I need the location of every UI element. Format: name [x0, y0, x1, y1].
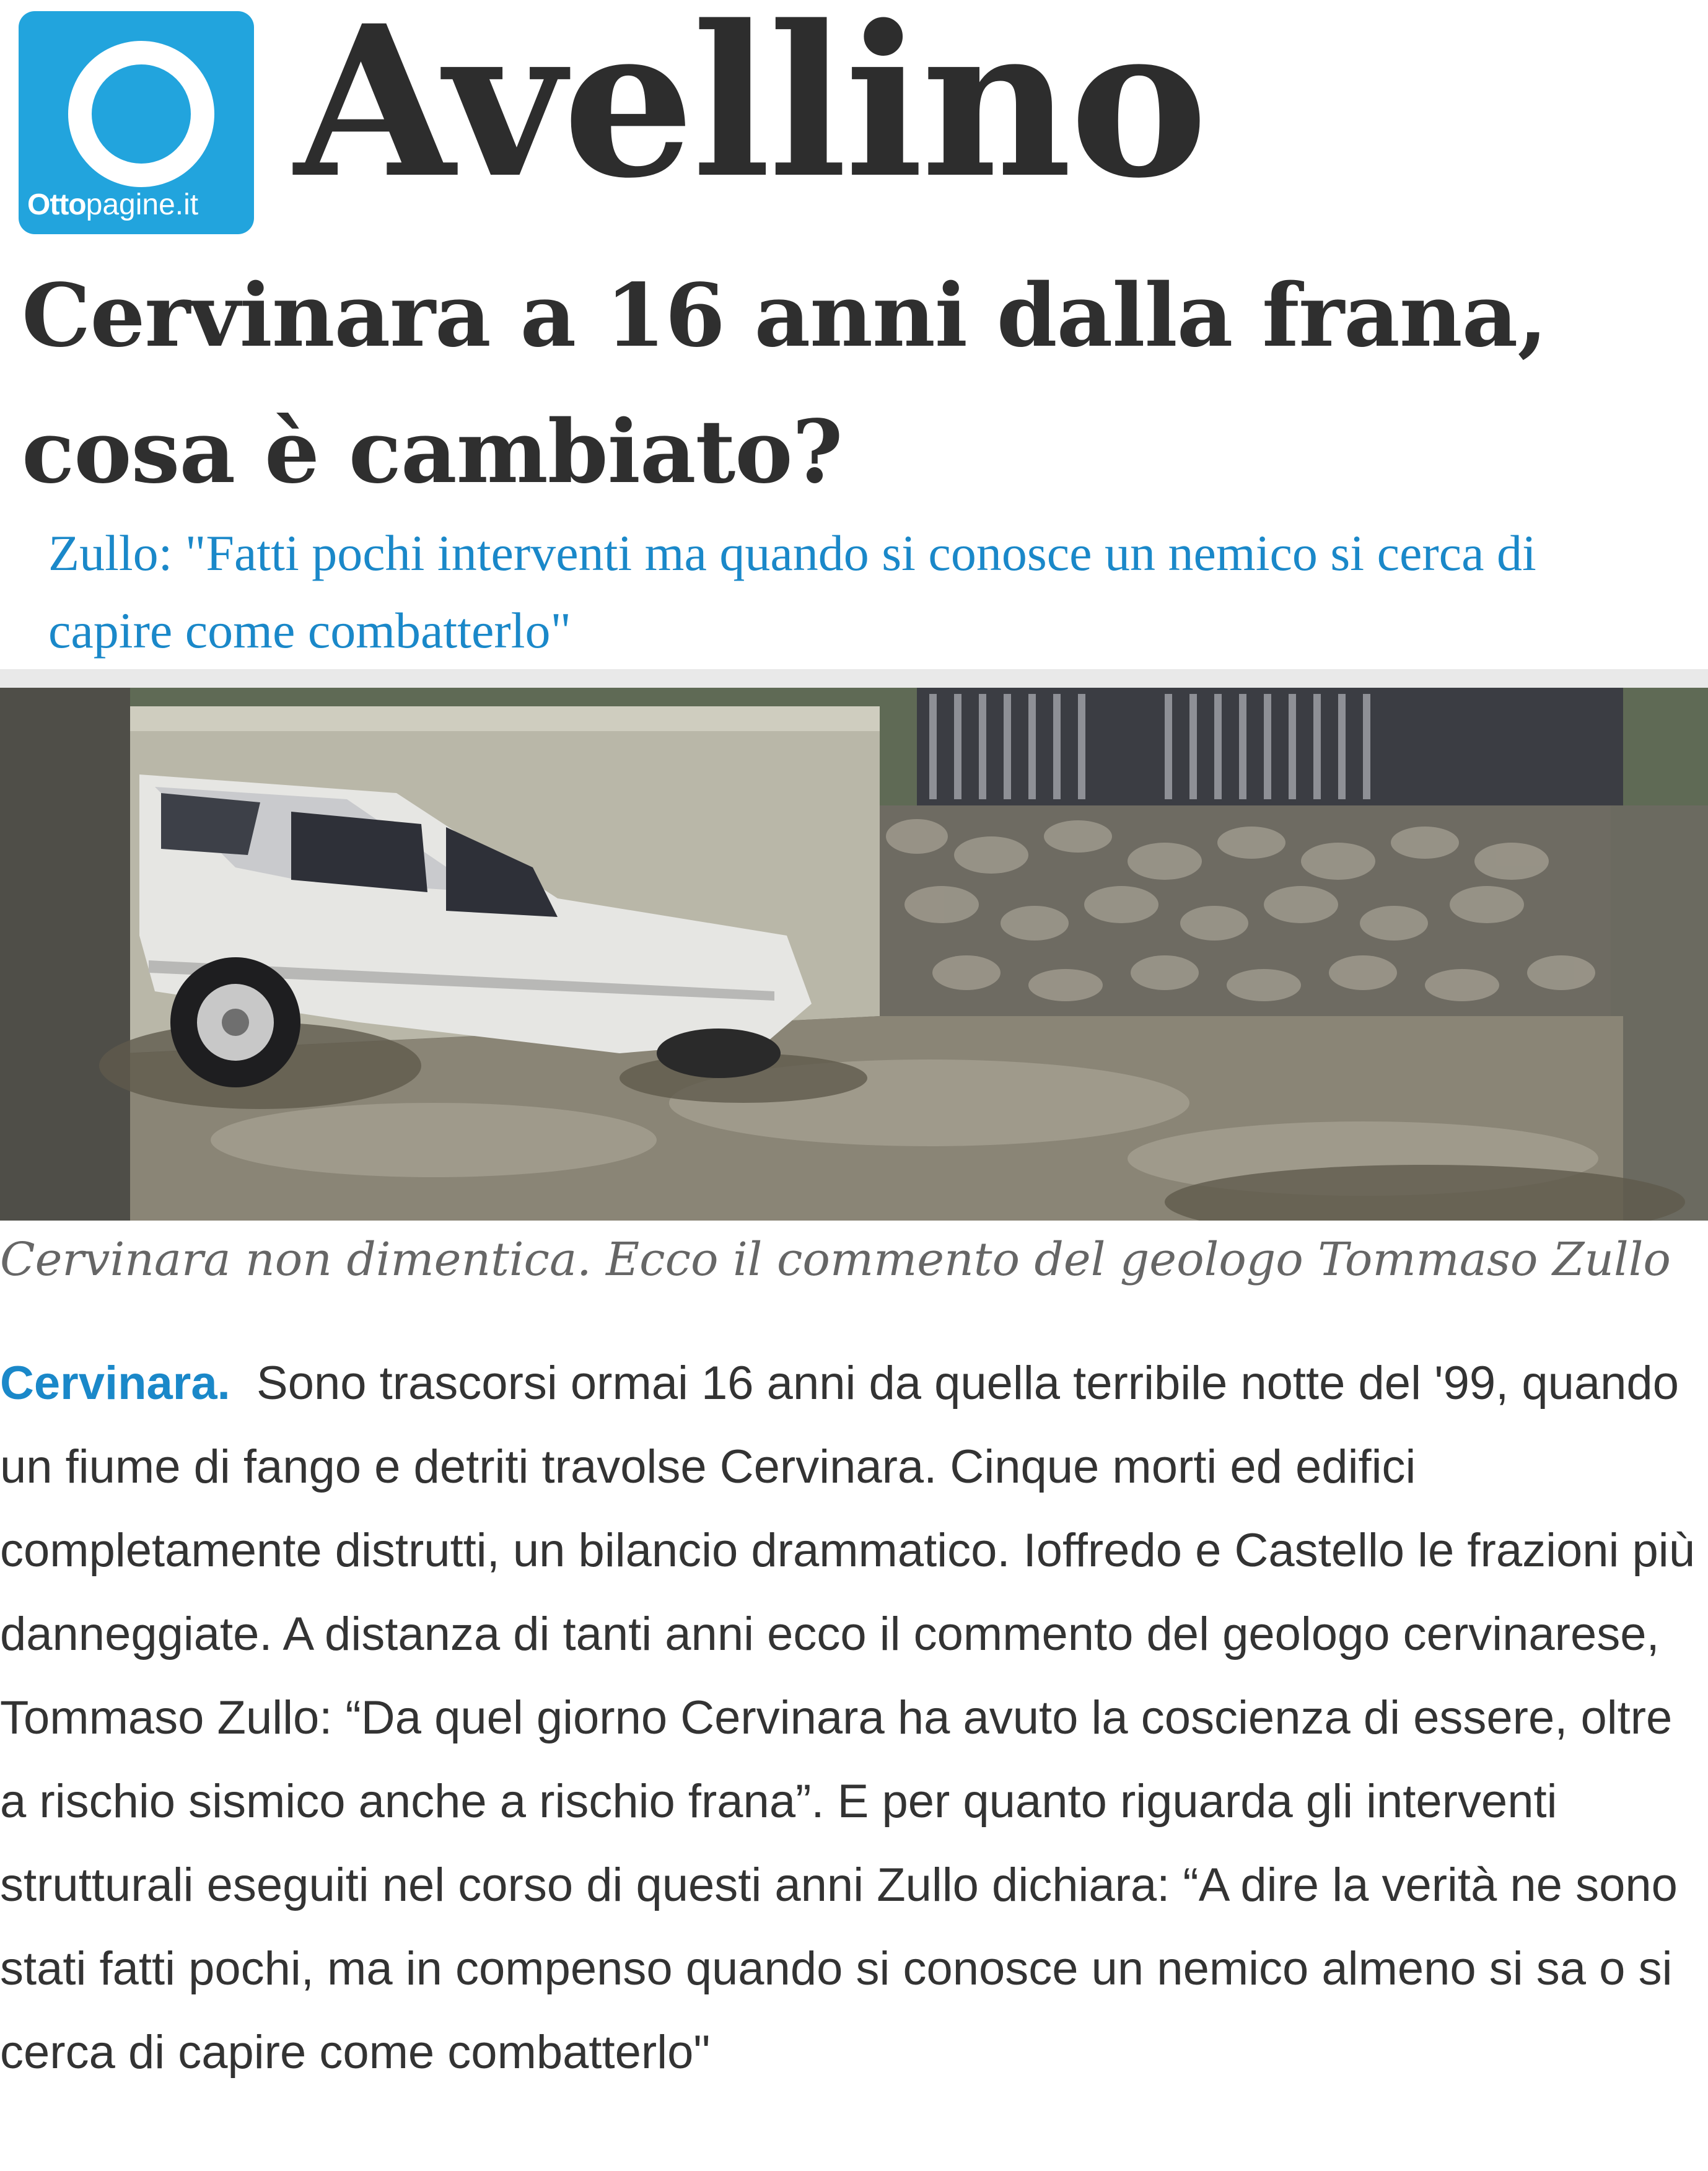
photo-caption: Cervinara non dimentica. Ecco il commento del geologo Tommaso Zullo	[0, 1233, 1671, 1286]
article-body	[0, 1341, 1697, 2094]
logo-wordmark: Ottopagine.it	[27, 188, 199, 221]
section-title[interactable]: Avellino	[294, 0, 1206, 224]
ottopagine-logo[interactable]	[19, 11, 254, 234]
article-subtitle: Zullo: "Fatti pochi interventi ma quando si conosce un nemico si cerca di capire come combatterlo"	[48, 525, 1536, 659]
dateline-link[interactable]: Cervinara.	[0, 1357, 230, 1410]
flooded-street-car-photo	[0, 669, 1708, 1221]
article-headline: Cervinara a 16 anni dalla frana, cosa è cambiato?	[22, 265, 1548, 503]
masthead	[19, 0, 1691, 259]
article-photo	[0, 669, 1708, 1221]
article-body-text: Sono trascorsi ormai 16 anni da quella terribile notte del '99, quando un fiume di fango e detriti travolse Cervinara. Cinque morti ed edifici completamente distrutti, un bilancio drammatico. Ioffredo e Castello le frazioni più danneggiate. A distanza di tanti anni ecco il commento del geologo cervinarese, Tommaso Zullo: “Da quel giorno Cervinara ha avuto la coscienza di essere, oltre a rischio sismico anche a rischio frana”. E per quanto riguarda gli interventi strutturali eseguiti nel corso di questi anni Zullo dichiara: “A dire la verità ne sono stati fatti pochi, ma in compenso quando si conosce un nemico almeno si sa o si cerca di capire come combatterlo"	[0, 1357, 1695, 2079]
logo-o-icon	[68, 41, 214, 187]
